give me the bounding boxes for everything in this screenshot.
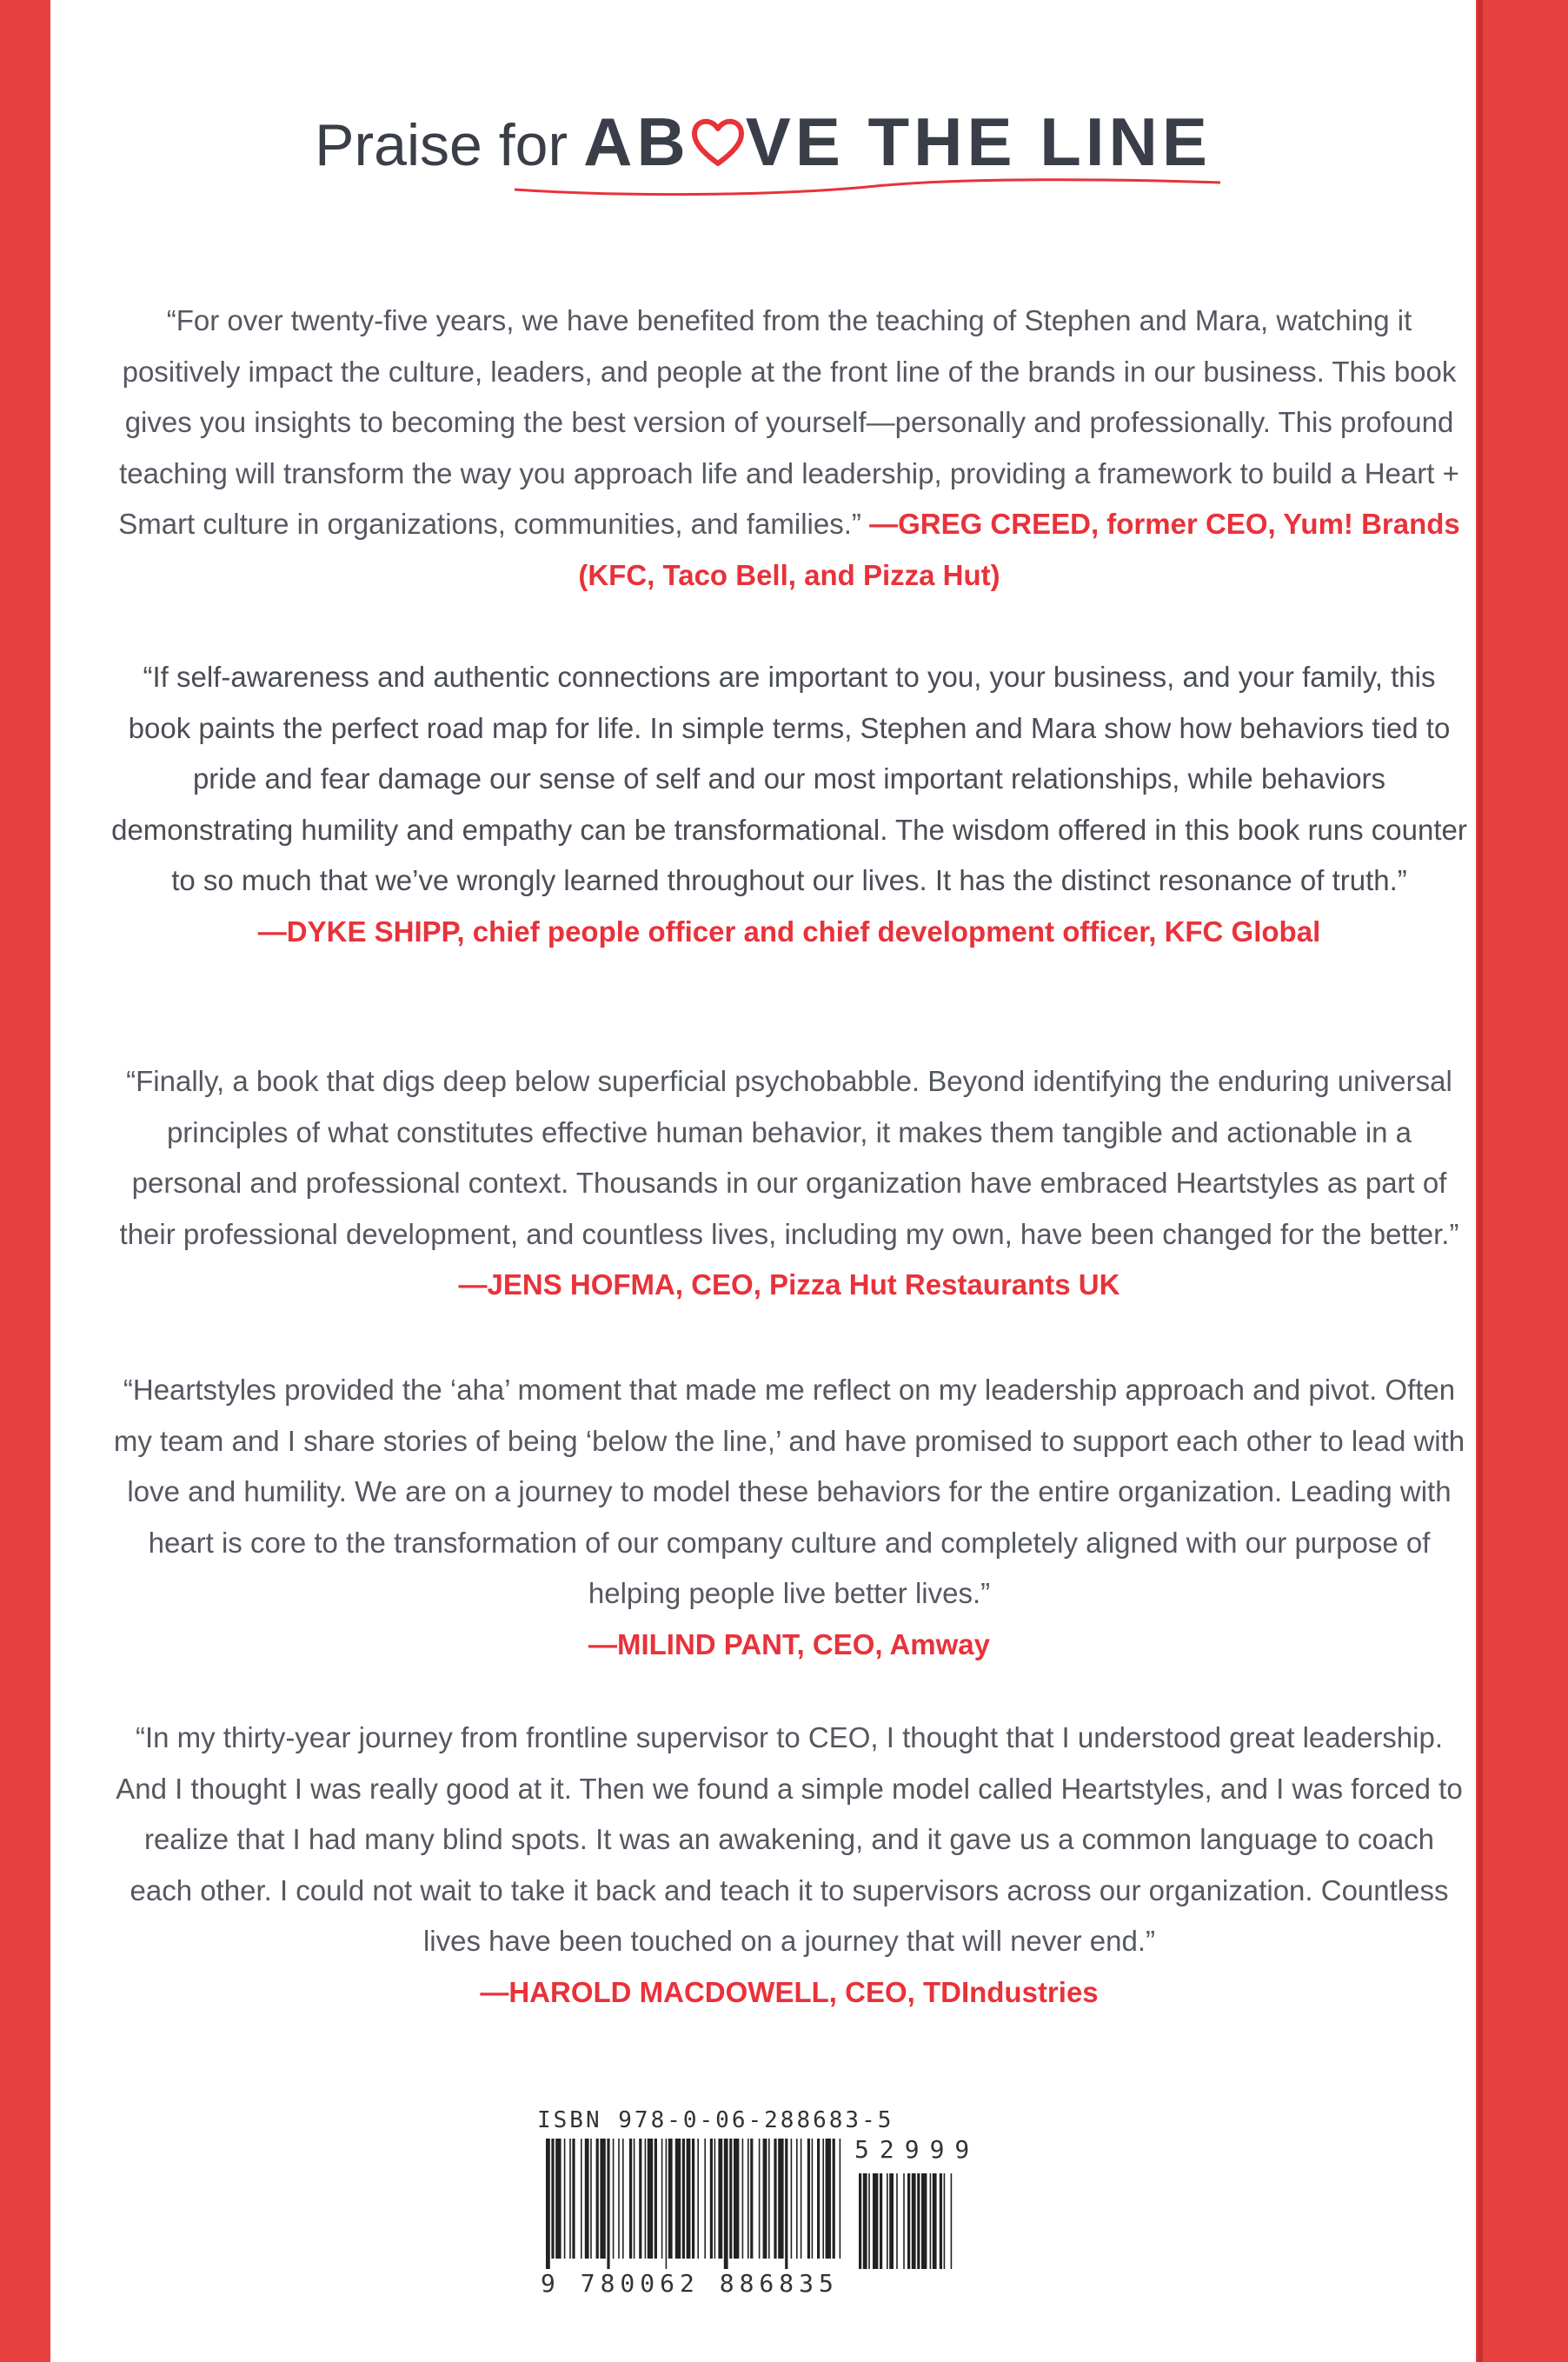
quote-text: “Heartstyles provided the ‘aha’ moment that made me reflect on my leadership approach and pivot. Often my team and I share stories of being ‘below the line,’ and have promised to support each other to lead with love and humility. We are on a journey to model these behaviors for the entire organization. Leading with heart is core to the transformation of our company culture and completely aligned with our purpose of helping people live better lives.”	[113, 1374, 1465, 1609]
barcode-bar	[944, 2173, 946, 2269]
quote-milind-pant	[111, 1365, 1467, 1670]
barcode-bar	[714, 2139, 716, 2259]
barcode-bar	[896, 2173, 898, 2269]
barcode-bar	[921, 2173, 927, 2269]
barcode-bar	[903, 2173, 905, 2269]
barcode-bar	[812, 2139, 814, 2259]
barcode-bar	[887, 2173, 888, 2269]
barcode-bar	[863, 2173, 867, 2269]
barcode-bar	[768, 2139, 770, 2259]
barcode-bar	[572, 2139, 575, 2259]
barcode-bar	[569, 2139, 571, 2259]
quote-attribution: —JENS HOFMA, CEO, Pizza Hut Restaurants UK	[458, 1268, 1120, 1301]
barcode-bar	[778, 2139, 783, 2259]
barcode-bar	[917, 2173, 920, 2269]
barcode-bar	[791, 2139, 793, 2259]
barcode-bar	[622, 2139, 624, 2259]
book-title	[583, 103, 1212, 180]
barcode-bar	[880, 2173, 882, 2269]
quote-dyke-shipp	[111, 652, 1467, 957]
book-title-part1: AB	[583, 103, 690, 180]
barcode-bar	[734, 2139, 739, 2259]
quote-harold-macdowell	[111, 1713, 1467, 2018]
quote-text: “For over twenty-five years, we have benefited from the teaching of Stephen and Mara, watching it positively impact the culture, leaders, and people at the front line of the brands in our business. This book gives you insights to becoming the best version of yourself—personally and professionally. This profound teaching will transform the way you approach life and leadership, providing a framework to build a Heart + Smart culture in organizations, communities, and families.”	[118, 304, 1459, 540]
barcode-bar	[613, 2139, 615, 2259]
barcode-bar	[687, 2139, 691, 2259]
barcode-bar	[868, 2173, 870, 2269]
barcode-bar	[648, 2139, 653, 2259]
barcode-bar	[763, 2139, 767, 2259]
barcode-bar	[807, 2139, 810, 2259]
barcode-bar	[940, 2173, 942, 2269]
barcode-bar	[675, 2139, 681, 2259]
barcode-bar	[833, 2139, 835, 2259]
quote-text: “If self-awareness and authentic connections are important to you, your business, and your family, this book paints the perfect road map for life. In simple terms, Stephen and Mara show how behaviors tied to pride and fear damage our sense of self and our most important relationships, while behaviors demonstrating humility and empathy can be transformational. The wisdom offered in this book runs counter to so much that we’ve wrongly learned throughout our lives. It has the distinct resonance of truth.”	[111, 661, 1467, 896]
barcode-bar	[634, 2139, 635, 2259]
barcode-bar	[704, 2139, 706, 2259]
barcode-bar	[718, 2139, 722, 2259]
barcode-bar	[639, 2139, 641, 2259]
quote-text: “Finally, a book that digs deep below superficial psychobabble. Beyond identifying the enduring universal principles of what constitutes effective human behavior, it makes them tangible and actionable in a personal and professional context. Thousands in our organization have embraced Heartstyles as part of their professional development, and countless lives, including my own, have been changed for the better.”	[119, 1065, 1459, 1250]
barcode-bar	[785, 2139, 787, 2269]
barcode-bar	[907, 2173, 910, 2269]
barcode-bar	[600, 2139, 605, 2259]
quote-attribution: —MILIND PANT, CEO, Amway	[588, 1627, 991, 1660]
barcode-bar	[951, 2173, 953, 2269]
quote-attribution: —GREG CREED, former CEO, Yum! Brands (KFC, Taco Bell, and Pizza Hut)	[578, 508, 1460, 591]
barcode-bar	[840, 2139, 841, 2259]
spine-edge	[1478, 0, 1483, 2362]
barcode-bar	[645, 2139, 647, 2259]
barcode-bar	[801, 2139, 802, 2259]
barcode-bar	[661, 2139, 663, 2259]
barcode-bar	[774, 2139, 776, 2259]
barcode-bar	[742, 2139, 744, 2259]
book-title-part2: VE THE LINE	[745, 103, 1212, 180]
barcode-bar	[759, 2139, 761, 2259]
barcode-bar	[697, 2139, 699, 2259]
barcode-bar	[933, 2173, 937, 2269]
barcode-bar	[859, 2173, 861, 2269]
barcode-bar	[750, 2139, 753, 2259]
barcode-bar	[585, 2139, 589, 2259]
barcode-bar	[912, 2173, 916, 2269]
barcode-bar	[590, 2139, 592, 2259]
barcode-bar	[607, 2139, 609, 2269]
price-code: 52999	[854, 2135, 980, 2164]
barcode-bar	[822, 2139, 824, 2259]
barcode-bar	[710, 2139, 713, 2259]
barcode-bar	[729, 2139, 732, 2259]
barcode-bar	[618, 2139, 620, 2259]
back-cover-page	[50, 0, 1476, 2362]
quote-greg-creed	[111, 296, 1467, 601]
quote-attribution: —HAROLD MACDOWELL, CEO, TDIndustries	[480, 1975, 1099, 2008]
praise-for-label: Praise for	[315, 112, 568, 178]
barcode-bar	[546, 2139, 550, 2269]
barcode-bar	[629, 2139, 632, 2259]
barcode-bar	[724, 2139, 728, 2269]
barcode-bar	[654, 2139, 657, 2259]
heart-o-icon	[690, 106, 746, 160]
barcode-bar	[596, 2139, 599, 2259]
barcode-bar	[817, 2139, 820, 2259]
title-underline-swoosh	[511, 170, 1224, 205]
quote-text: “In my thirty-year journey from frontline supervisor to CEO, I thought that I understood great leadership. And I thought I was really good at it. Then we found a simple model called Heartstyles, and I was forced to realize that I had many blind spots. It was an awakening, and it gave us a common language to coach each other. I could not wait to take it back and teach it to supervisors across our organization. Countless lives have been touched on a journey that will never end.”	[116, 1721, 1463, 1957]
barcode-bar	[692, 2139, 694, 2259]
quote-attribution: —DYKE SHIPP, chief people officer and chief development officer, KFC Global	[257, 915, 1321, 948]
barcode-bar	[873, 2173, 878, 2269]
barcode-bar	[564, 2139, 566, 2259]
barcode-bar	[930, 2173, 932, 2269]
barcode-bar	[581, 2139, 582, 2259]
barcode-bar	[747, 2139, 749, 2259]
barcode-bar	[666, 2139, 668, 2269]
barcode-bar	[682, 2139, 685, 2259]
isbn-label: ISBN 978-0-06-288683-5	[537, 2107, 894, 2133]
barcode-bar	[668, 2139, 673, 2259]
barcode-bar	[555, 2139, 561, 2259]
barcode-bar	[551, 2139, 554, 2259]
quote-jens-hofma	[111, 1056, 1467, 1311]
barcode-bar	[796, 2139, 798, 2259]
barcode-digits: 9 780062 886835	[541, 2269, 839, 2298]
barcode-bar	[889, 2173, 894, 2269]
barcode-bar	[826, 2139, 831, 2259]
